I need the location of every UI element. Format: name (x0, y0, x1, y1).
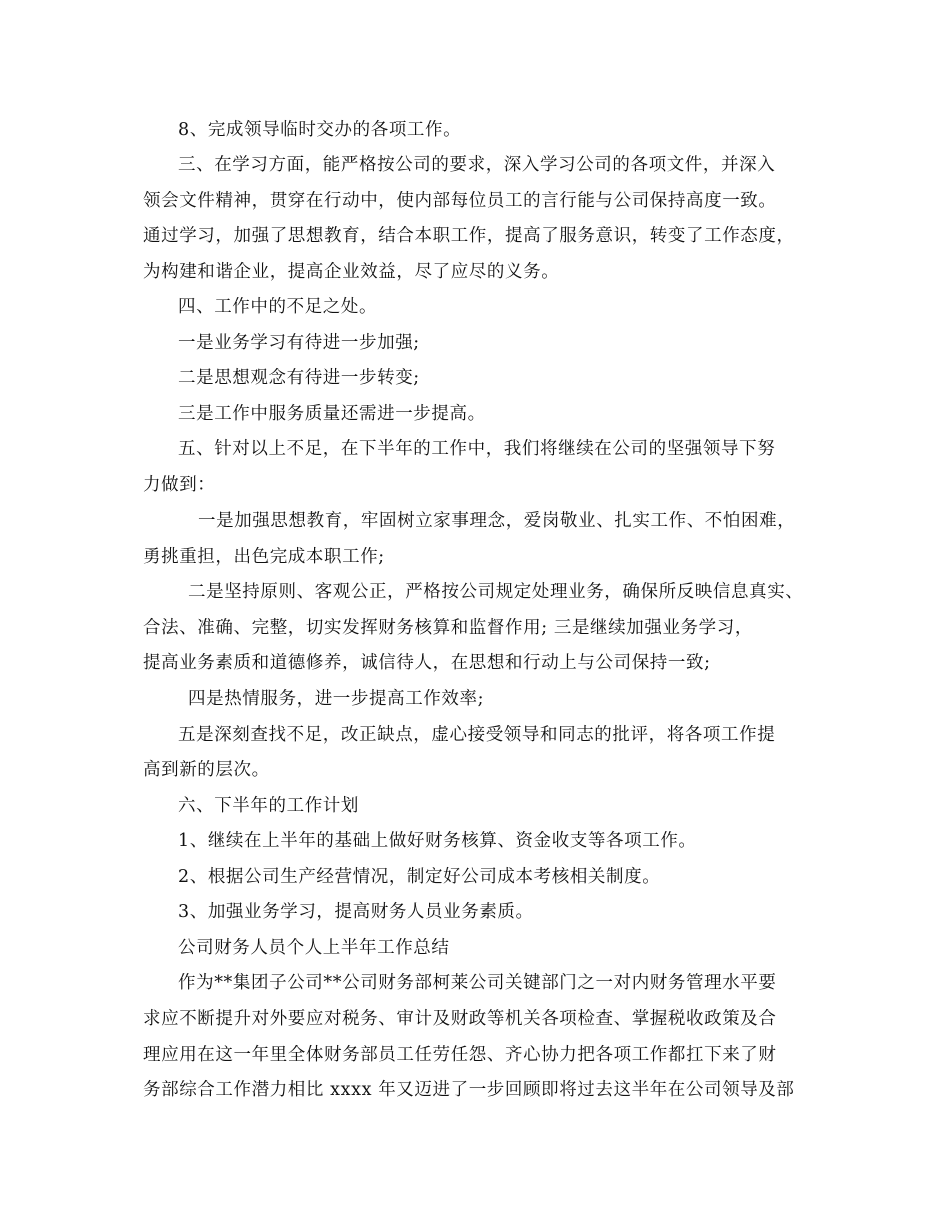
text-line-4: 通过学习，加强了思想教育，结合本职工作，提高了服务意识，转变了工作态度， (143, 226, 795, 246)
text-line-1: 8、完成领导临时交办的各项工作。 (178, 120, 462, 140)
text-line-26: 求应不断提升对外要应对税务、审计及财政等机关各项检查、掌握税收政策及合 (143, 1009, 777, 1029)
text-line-6: 四、工作中的不足之处。 (178, 297, 378, 317)
text-line-12: 一是加强思想教育，牢固树立家事理念，爱岗敬业、扎实工作、不怕困难， (198, 511, 796, 531)
text-line-7: 一是业务学习有待进一步加强; (178, 333, 420, 353)
text-line-22: 2、根据公司生产经营情况，制定好公司成本考核相关制度。 (178, 867, 661, 887)
text-line-17: 四是热情服务，进一步提高工作效率; (188, 689, 485, 709)
text-line-5: 为构建和谐企业，提高企业效益，尽了应尽的义务。 (143, 262, 560, 282)
text-line-2: 三、在学习方面，能严格按公司的要求，深入学习公司的各项文件，并深入 (178, 155, 776, 175)
text-line-3: 领会文件精神，贯穿在行动中，使内部每位员工的言行能与公司保持高度一致。 (143, 191, 777, 211)
text-line-18: 五是深刻查找不足，改正缺点，虚心接受领导和同志的批评，将各项工作提 (178, 725, 776, 745)
text-line-27: 理应用在这一年里全体财务部员工任劳任怨、齐心协力把各项工作都扛下来了财 (143, 1045, 777, 1065)
text-line-21: 1、继续在上半年的基础上做好财务核算、资金收支等各项工作。 (178, 831, 697, 851)
text-line-16: 提高业务素质和道德修养，诚信待人，在思想和行动上与公司保持一致; (143, 653, 711, 673)
text-line-11: 力做到： (143, 475, 216, 495)
text-line-23: 3、加强业务学习，提高财务人员业务素质。 (178, 902, 534, 922)
text-line-24: 公司财务人员个人上半年工作总结 (178, 938, 450, 958)
text-line-13: 勇挑重担，出色完成本职工作; (143, 547, 385, 567)
text-line-14: 二是坚持原则、客观公正，严格按公司规定处理业务，确保所反映信息真实、 (188, 582, 804, 602)
text-line-20: 六、下半年的工作计划 (178, 796, 359, 816)
text-line-9: 三是工作中服务质量还需进一步提高。 (178, 404, 486, 424)
text-line-10: 五、针对以上不足，在下半年的工作中，我们将继续在公司的坚强领导下努 (178, 439, 776, 459)
text-line-28: 务部综合工作潜力相比 xxxx 年又迈进了一步回顾即将过去这半年在公司领导及部 (143, 1080, 795, 1100)
text-line-25: 作为**集团子公司**公司财务部柯莱公司关键部门之一对内财务管理水平要 (178, 973, 777, 993)
text-line-19: 高到新的层次。 (143, 760, 270, 780)
text-line-8: 二是思想观念有待进一步转变; (178, 368, 420, 388)
text-line-15: 合法、准确、完整，切实发挥财务核算和监督作用; 三是继续加强业务学习， (143, 618, 753, 638)
